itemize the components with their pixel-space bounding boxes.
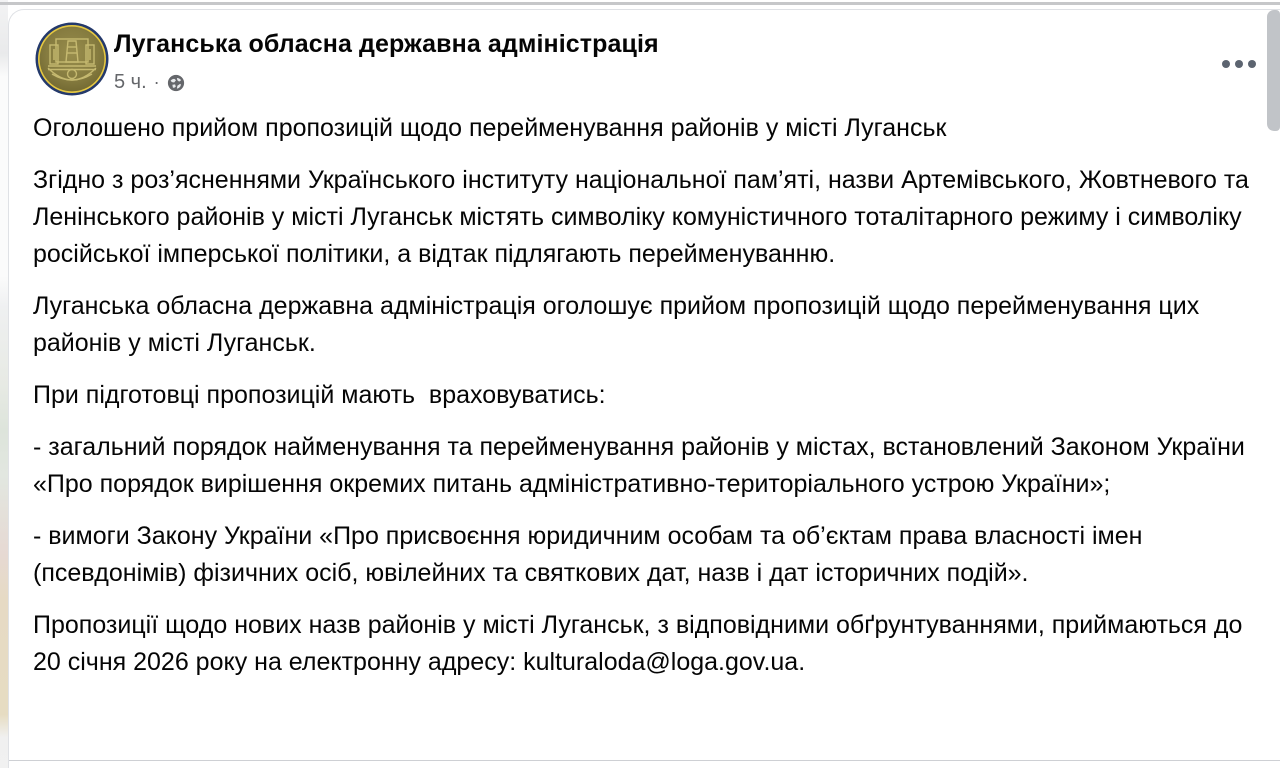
post-paragraph: - вимоги Закону України «Про присвоєння юридичним особам та об’єктам права власності імен (псевдонімів) фізичних осіб, ювілейних та святкових дат, назв і дат історичних подій». — [33, 522, 1150, 587]
post-text — [33, 110, 1256, 696]
post-paragraph: Луганська обласна державна адміністрація оголошує прийом пропозицій щодо перейменування цих районів у місті Луганськ. — [33, 292, 1207, 357]
post-card — [8, 9, 1280, 768]
post-paragraph: Пропозиції щодо нових назв районів у місті Луганськ, з відповідними обґрунтуваннями, приймаються до 20 січня 2026 року на електронну адресу: kulturaloda@loga.gov.ua. — [33, 611, 1250, 676]
post-timestamp[interactable]: 5 ч. — [114, 71, 147, 93]
post-paragraph: - загальний порядок найменування та перейменування районів у містах, встановлений Законом України «Про порядок вирішення окремих питань адміністративно-територіального устрою України»; — [33, 433, 1252, 498]
post-paragraph: Згідно з роз’ясненнями Українського інституту національної пам’яті, назви Артемівського, Жовтневого та Ленінського районів у місті Луганськ містять символіку комуністичного тоталітарного режиму і символіку російської імперської політики, а відтак підлягають перейменуванню. — [33, 166, 1256, 268]
post-meta — [114, 71, 185, 94]
post-divider — [9, 760, 1280, 761]
window-top-border — [0, 2, 1280, 5]
ellipsis-icon — [1222, 60, 1256, 68]
globe-icon — [167, 74, 185, 92]
meta-separator: · — [153, 72, 160, 92]
post-paragraph: Оголошено прийом пропозицій щодо перейменування районів у місті Луганськ — [33, 114, 947, 142]
page-name[interactable]: Луганська обласна державна адміністрація — [114, 30, 659, 58]
post-paragraph: При підготовці пропозицій мають враховуватись: — [33, 381, 606, 409]
background-page-edge — [0, 0, 8, 768]
page-avatar[interactable] — [35, 22, 109, 96]
scrollbar-thumb[interactable] — [1267, 10, 1280, 131]
more-options-button[interactable] — [1211, 42, 1267, 86]
